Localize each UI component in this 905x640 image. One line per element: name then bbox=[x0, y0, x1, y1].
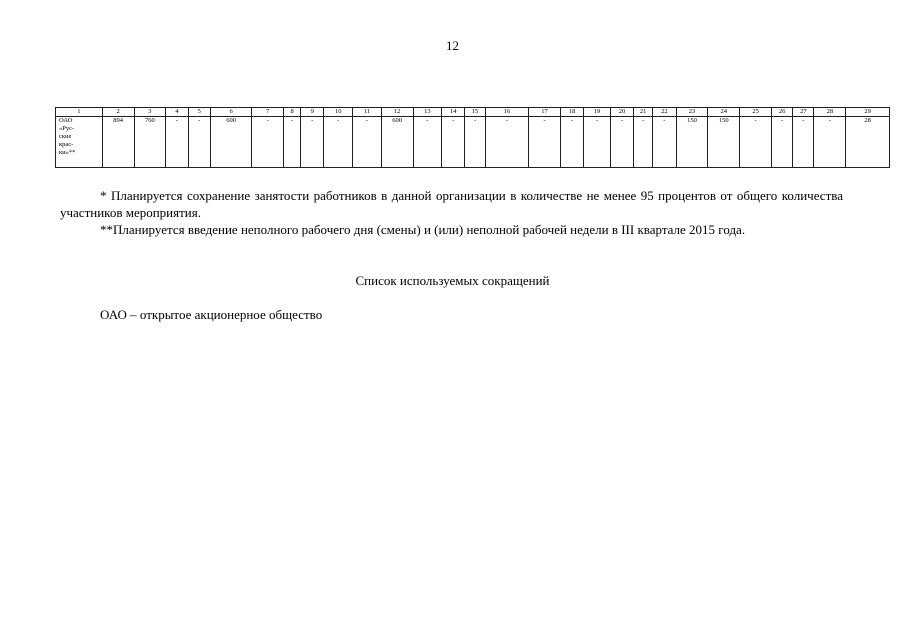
value-cell: - bbox=[252, 117, 284, 168]
value-cell: - bbox=[166, 117, 188, 168]
header-cell: 15 bbox=[465, 108, 485, 117]
header-cell: 12 bbox=[381, 108, 413, 117]
header-cell: 18 bbox=[560, 108, 583, 117]
header-cell: 4 bbox=[166, 108, 188, 117]
data-table bbox=[55, 107, 890, 168]
value-cell: - bbox=[560, 117, 583, 168]
header-cell: 10 bbox=[324, 108, 353, 117]
value-cell: - bbox=[301, 117, 324, 168]
header-cell: 5 bbox=[188, 108, 210, 117]
footnote-2-text: **Планируется введение неполного рабочего дня (смены) и (или) неполной рабочей недели в III квартале 2015 года. bbox=[100, 222, 746, 237]
value-cell: 894 bbox=[102, 117, 134, 168]
organization-name-line: ОАО bbox=[59, 117, 73, 124]
value-cell: - bbox=[188, 117, 210, 168]
table-row bbox=[56, 117, 890, 168]
header-cell: 27 bbox=[793, 108, 814, 117]
abbreviation-item: ОАО – открытое акционерное общество bbox=[100, 307, 323, 322]
header-cell: 7 bbox=[252, 108, 284, 117]
value-cell: 760 bbox=[134, 117, 166, 168]
value-cell: - bbox=[584, 117, 611, 168]
value-cell: - bbox=[610, 117, 633, 168]
footnote-1 bbox=[60, 187, 843, 221]
header-cell: 8 bbox=[284, 108, 301, 117]
header-cell: 25 bbox=[740, 108, 772, 117]
header-cell: 3 bbox=[134, 108, 166, 117]
value-cell: 600 bbox=[210, 117, 251, 168]
header-cell: 28 bbox=[814, 108, 846, 117]
value-cell: - bbox=[284, 117, 301, 168]
value-cell: - bbox=[740, 117, 772, 168]
value-cell: - bbox=[529, 117, 561, 168]
value-cell: - bbox=[442, 117, 465, 168]
organization-name-line: «Рус- bbox=[59, 125, 75, 132]
value-cell: - bbox=[793, 117, 814, 168]
header-cell: 11 bbox=[353, 108, 382, 117]
value-cell: - bbox=[485, 117, 529, 168]
value-cell: - bbox=[465, 117, 485, 168]
abbreviations-title: Список используемых сокращений bbox=[355, 273, 550, 288]
header-cell: 9 bbox=[301, 108, 324, 117]
header-cell: 17 bbox=[529, 108, 561, 117]
value-cell: 150 bbox=[708, 117, 740, 168]
header-cell: 24 bbox=[708, 108, 740, 117]
header-cell: 22 bbox=[653, 108, 676, 117]
value-cell: - bbox=[324, 117, 353, 168]
table-header-row bbox=[56, 108, 890, 117]
value-cell: 150 bbox=[676, 117, 708, 168]
header-cell: 16 bbox=[485, 108, 529, 117]
value-cell: - bbox=[413, 117, 442, 168]
value-cell: - bbox=[653, 117, 676, 168]
header-cell: 21 bbox=[634, 108, 653, 117]
header-cell: 19 bbox=[584, 108, 611, 117]
header-cell: 14 bbox=[442, 108, 465, 117]
header-cell: 20 bbox=[610, 108, 633, 117]
organization-cell bbox=[56, 117, 103, 168]
value-cell: - bbox=[772, 117, 793, 168]
organization-name-line: крас- bbox=[59, 141, 74, 148]
value-cell: - bbox=[814, 117, 846, 168]
footnote-2 bbox=[60, 221, 843, 238]
header-cell: 6 bbox=[210, 108, 251, 117]
header-cell: 2 bbox=[102, 108, 134, 117]
header-cell: 29 bbox=[846, 108, 890, 117]
organization-name-line: ские bbox=[59, 133, 72, 140]
header-cell: 13 bbox=[413, 108, 442, 117]
header-cell: 26 bbox=[772, 108, 793, 117]
value-cell: - bbox=[634, 117, 653, 168]
footnote-1-text: * Планируется сохранение занятости работников в данной организации в количестве не менее 95 процентов от общего количества участников мероприятия. bbox=[60, 188, 843, 220]
organization-name-line: ки»** bbox=[59, 149, 76, 156]
value-cell: 28 bbox=[846, 117, 890, 168]
header-cell: 23 bbox=[676, 108, 708, 117]
value-cell: - bbox=[353, 117, 382, 168]
value-cell: 600 bbox=[381, 117, 413, 168]
header-cell: 1 bbox=[56, 108, 103, 117]
page-number: 12 bbox=[446, 38, 459, 53]
